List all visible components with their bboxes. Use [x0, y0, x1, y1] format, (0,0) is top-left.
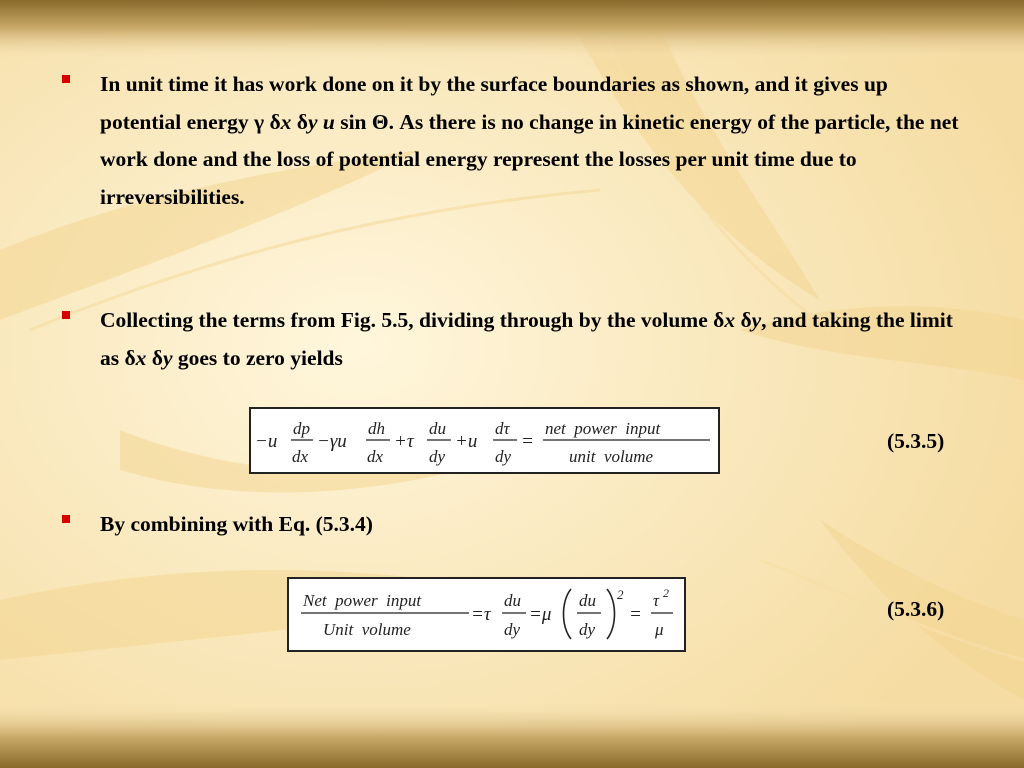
- eq-term: −u: [255, 431, 278, 452]
- bullet-text-2: [100, 302, 962, 377]
- equation-number: (5.3.5): [887, 429, 945, 453]
- eq-rhs-numerator: net power input: [545, 419, 661, 438]
- text-segment: Collecting the terms from Fig. 5.5, dividing through by the volume δ: [100, 308, 725, 332]
- text-segment: goes to zero yields: [172, 345, 343, 370]
- italic-variable: x: [280, 109, 292, 134]
- bullet-text-3: [100, 506, 962, 544]
- eq-denominator: dy: [429, 447, 446, 466]
- eq-equals: =: [521, 431, 534, 452]
- eq-rhs-denominator: unit volume: [569, 447, 654, 466]
- bullet-text-1: [100, 66, 962, 216]
- bullet-item-1: [62, 66, 962, 216]
- bullet-marker: [62, 75, 70, 83]
- eq-numerator: τ: [653, 591, 660, 610]
- eq-exponent: 2: [617, 587, 624, 602]
- equation-number: (5.3.6): [887, 597, 945, 621]
- eq-denominator: dx: [292, 447, 309, 466]
- text-segment: δ: [735, 308, 752, 332]
- eq-lhs-denominator: Unit volume: [323, 620, 411, 639]
- eq-numerator: du: [429, 419, 446, 438]
- eq-term: −γu: [317, 431, 347, 452]
- text-segment: sin Θ. As there is no change in kinetic energy of the particle, the net work done and the loss of potential energy represent the losses per unit time due to irreversibilities.: [100, 109, 959, 209]
- eq-numerator: dτ: [495, 419, 510, 438]
- eq-equals: =: [629, 604, 642, 625]
- eq-term: +u: [455, 431, 478, 452]
- text-segment: δ: [146, 345, 163, 370]
- eq-numerator: du: [504, 591, 521, 610]
- equation-5-3-6: [289, 579, 684, 650]
- italic-variable: y u: [307, 109, 335, 134]
- text-segment: By combining with Eq. (5.3.4): [100, 512, 373, 536]
- eq-term: =μ: [529, 604, 552, 625]
- bullet-marker: [62, 311, 70, 319]
- eq-denominator: dx: [367, 447, 384, 466]
- italic-variable: y: [162, 345, 173, 370]
- text-segment: , and taking the limit as δ: [100, 308, 953, 370]
- equation-5-3-5-box: [249, 407, 720, 474]
- eq-term: =τ: [471, 604, 491, 625]
- equation-5-3-6-box: [287, 577, 686, 652]
- right-paren: [607, 589, 615, 639]
- eq-numerator: dh: [368, 419, 385, 438]
- eq-numerator: dp: [293, 419, 310, 438]
- eq-denominator: μ: [655, 620, 664, 639]
- eq-denominator: dy: [579, 620, 596, 639]
- eq-denominator: dy: [495, 447, 512, 466]
- left-paren: [564, 589, 572, 639]
- text-segment: δ: [291, 109, 308, 134]
- italic-variable: x: [135, 345, 147, 370]
- eq-exponent: 2: [663, 586, 669, 600]
- eq-denominator: dy: [504, 620, 521, 639]
- italic-variable: x: [724, 308, 736, 332]
- eq-term: +τ: [394, 431, 414, 452]
- text-segment: In unit time it has work done on it by the surface boundaries as shown, and it gives up potential energy γ δ: [100, 72, 888, 134]
- eq-numerator: du: [579, 591, 596, 610]
- equation-5-3-5: [251, 409, 718, 472]
- bullet-item-3: [62, 506, 962, 544]
- eq-lhs-numerator: Net power input: [303, 591, 422, 610]
- bullet-item-2: [62, 302, 962, 377]
- italic-variable: y: [751, 308, 762, 332]
- bullet-marker: [62, 515, 70, 523]
